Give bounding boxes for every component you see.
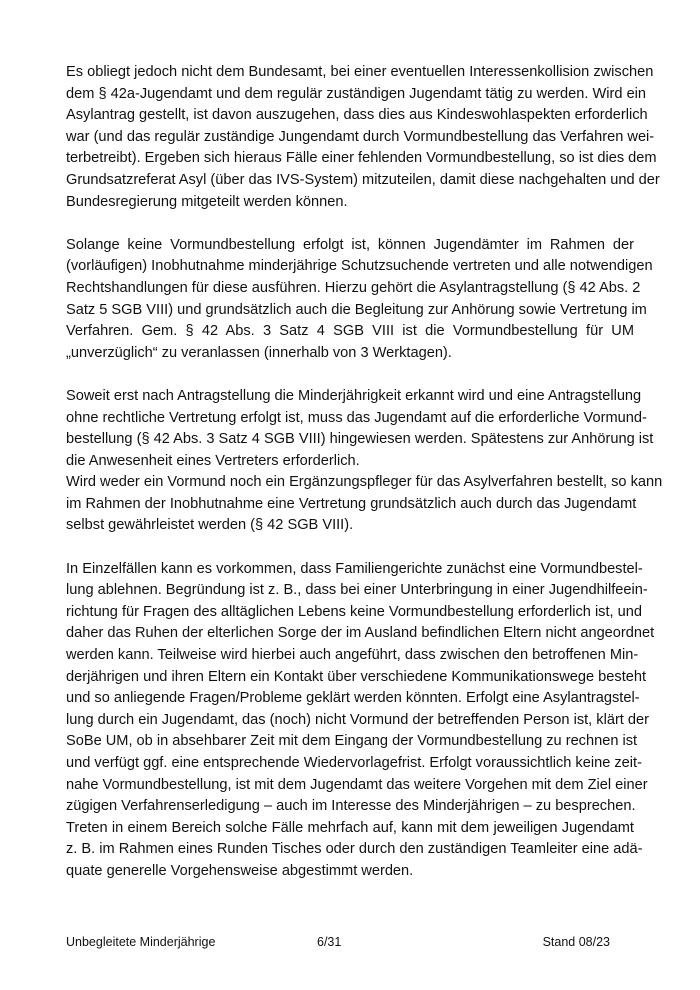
text-line: Soweit erst nach Antragstellung die Minderjährigkeit erkannt wird und eine Antragstellung: [66, 387, 642, 404]
text-line: lung durch ein Jugendamt, das (noch) nicht Vormund der betreffenden Person ist, klärt der: [66, 711, 650, 728]
text-line: Asylantrag gestellt, ist davon auszugehen, dass dies aus Kindeswohlaspekten erforderlich: [66, 107, 648, 124]
text-line: SoBe UM, ob in absehbarer Zeit mit dem Eingang der Vormundbestellung zu rechnen ist: [66, 733, 638, 750]
text-line: Satz 5 SGB VIII) und grundsätzlich auch die Begleitung zur Anhörung sowie Vertretung im: [66, 301, 647, 318]
text-line: und so anliegende Fragen/Probleme geklärt werden könnten. Erfolgt eine Asylantragstel-: [66, 690, 640, 707]
footer-page-number: 6/31: [317, 935, 342, 949]
paragraph-4: [66, 472, 663, 537]
text-line: terbetreibt). Ergeben sich hieraus Fälle einer fehlenden Vormundbestellung, so ist dies dem: [66, 150, 657, 167]
footer-version-date: Stand 08/23: [542, 935, 610, 949]
text-line: war (und das regulär zuständige Jungendamt durch Vormundbestellung das Verfahren wei-: [66, 128, 655, 145]
document-body: [66, 62, 663, 904]
text-line: (vorläufigen) Inobhutnahme minderjährige Schutzsuchende vertreten und alle notwendigen: [66, 258, 653, 275]
text-line: die Anwesenheit eines Vertreters erforderlich.: [66, 452, 360, 469]
text-line: Wird weder ein Vormund noch ein Ergänzungspfleger für das Asylverfahren bestellt, so kann: [66, 474, 663, 491]
text-line: bestellung (§ 42 Abs. 3 Satz 4 SGB VIII) hingewiesen werden. Spätestens zur Anhörung ist: [66, 431, 654, 448]
text-line: und verfügt ggf. eine entsprechende Wiedervorlagefrist. Erfolgt voraussichtlich keine zeit-: [66, 755, 642, 771]
paragraph-2: [66, 235, 653, 365]
text-line: Rechtshandlungen für diese ausführen. Hierzu gehört die Asylantragstellung (§ 42 Abs. 2: [66, 279, 641, 296]
text-line: werden kann. Teilweise wird hierbei auch angeführt, dass zwischen den betroffenen Min-: [66, 647, 639, 664]
text-line: Es obliegt jedoch nicht dem Bundesamt, bei einer eventuellen Interessenkollision zwischen: [66, 64, 654, 80]
text-line: z. B. im Rahmen eines Runden Tisches oder durch den zuständigen Teamleiter eine adä-: [66, 841, 643, 858]
text-line: Verfahren. Gem. § 42 Abs. 3 Satz 4 SGB VIII ist die Vormundbestellung für UM: [66, 323, 634, 340]
text-line: lung ablehnen. Begründung ist z. B., dass bei einer Unterbringung in einer Jugendhilfeein-: [66, 582, 648, 599]
text-line: „unverzüglich“ zu veranlassen (innerhalb von 3 Werktagen).: [66, 344, 452, 361]
paragraph-3: [66, 386, 654, 472]
text-line: quate generelle Vorgehensweise abgestimmt werden.: [66, 862, 414, 879]
text-line: zügigen Verfahrenserledigung – auch im Interesse des Minderjährigen – zu besprechen.: [66, 798, 636, 815]
text-line: nahe Vormundbestellung, ist mit dem Jugendamt das weitere Vorgehen mit dem Ziel einer: [66, 776, 648, 793]
text-line: Grundsatzreferat Asyl (über das IVS-System) mitzuteilen, damit diese nachgehalten und der: [66, 171, 660, 188]
footer-document-title: Unbegleitete Minderjährige: [66, 935, 216, 949]
text-line: richtung für Fragen des alltäglichen Lebens keine Vormundbestellung erforderlich ist, und: [66, 603, 642, 620]
text-line: Solange keine Vormundbestellung erfolgt ist, können Jugendämter im Rahmen der: [66, 236, 634, 253]
paragraph-5: [66, 559, 655, 883]
text-line: im Rahmen der Inobhutnahme eine Vertretung grundsätzlich auch durch das Jugendamt: [66, 495, 637, 512]
text-line: In Einzelfällen kann es vorkommen, dass Familiengerichte zunächst eine Vormundbestel-: [66, 560, 643, 577]
text-line: Treten in einem Bereich solche Fälle mehrfach auf, kann mit dem jeweiligen Jugendamt: [66, 819, 634, 836]
text-line: derjährigen und ihren Eltern ein Kontakt über verschiedene Kommunikationswege besteht: [66, 668, 647, 685]
text-line: daher das Ruhen der elterlichen Sorge der im Ausland befindlichen Eltern nicht angeordnet: [66, 625, 655, 642]
text-line: ohne rechtliche Vertretung erfolgt ist, muss das Jugendamt auf die erforderliche Vormund-: [66, 409, 647, 426]
text-line: selbst gewährleistet werden (§ 42 SGB VIII).: [66, 517, 354, 534]
text-line: Bundesregierung mitgeteilt werden können.: [66, 193, 348, 210]
text-line: dem § 42a-Jugendamt und dem regulär zuständigen Jugendamt tätig zu werden. Wird ein: [66, 85, 647, 102]
paragraph-1: [66, 62, 660, 213]
